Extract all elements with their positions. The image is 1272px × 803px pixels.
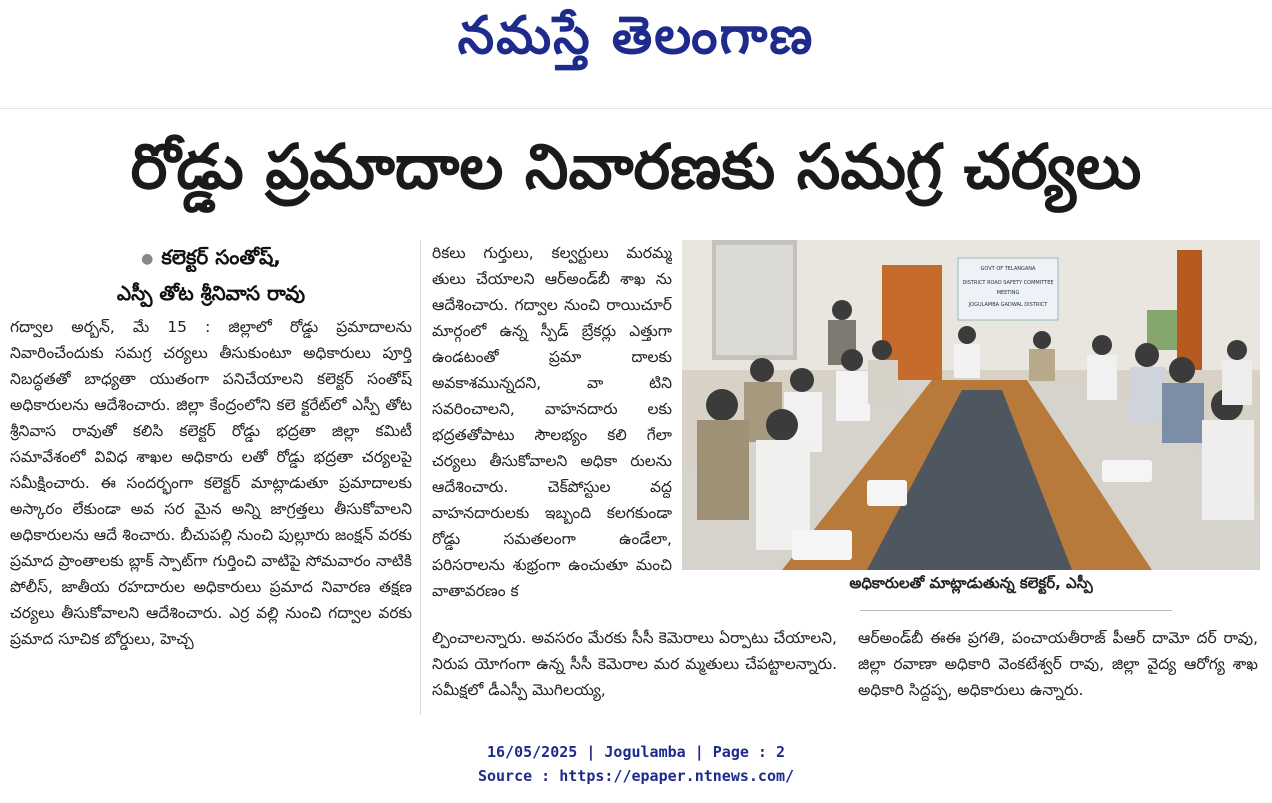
subhead-line-1: కలెక్టర్ సంతోష్,	[161, 245, 281, 269]
article-column-middle-bottom	[432, 625, 837, 720]
edition-info: 16/05/2025 | Jogulamba | Page : 2	[486, 743, 785, 761]
article-subhead	[10, 240, 412, 310]
banner-line-1: GOVT OF TELANGANA	[980, 266, 1036, 272]
article-body-middle-bottom: ల్పించాలన్నారు. అవసరం మేరకు సీసీ కెమెరాలు ఏర్పాటు చేయాలని, నిరుప యోగంగా ఉన్న సీసీ కెమెరాల మర మ్మతులు చేపట్టాలన్నారు. సమీక్షలో డీఎస్పీ మొగిలయ్య,	[432, 629, 837, 699]
banner-line-3: MEETING	[996, 290, 1020, 296]
page-footer	[0, 740, 1272, 788]
caption-divider	[860, 610, 1172, 611]
subhead-line-2: ఎస్పీ తోట శ్రీనివాస రావు	[116, 280, 306, 305]
banner-line-4: JOGULAMBA GADWAL DISTRICT	[968, 302, 1048, 308]
article-body-left: గద్వాల అర్బన్, మే 15 : జిల్లాలో రోడ్డు ప్రమాదాలను నివారించేందుకు సమగ్ర చర్యలు తీసుకుంటూ అధికారులు పూర్తి నిబద్ధతతో బాధ్యతా యుతంగా పనిచేయాలని కలెక్టర్ సంతోష్ అధికారులను ఆదేశించారు. జిల్లా కేంద్రంలోని కలె క్టరేట్‌లో ఎస్పీ తోట శ్రీనివాస రావుతో కలిసి కలెక్టర్ రోడ్డు భద్రతా జిల్లా కమిటీ సమావేశంలో వివిధ శాఖల అధికారు లతో రోడ్డు భద్రతా చర్యలపై సమీక్షించారు. ఈ సందర్భంగా కలెక్టర్ మాట్లాడుతూ ప్రమాదాలకు అస్కారం లేకుండా అవ సర మైన అన్ని జాగ్రత్తలు తీసుకోవాలని అధికారులను ఆదే శించారు. బీచుపల్లి నుంచి పుల్లూరు జంక్షన్ వరకు ప్రమాద ప్రాంతాలకు బ్లాక్ స్పాట్‌గా గుర్తించి వాటిపై సోమవారం నాటికి పోలీస్, జాతీయ రహదారుల అధికారులు ప్రమాద నివారణ తక్షణ చర్యలు తీసుకోవాలని ఆదేశించారు. ఎర్ర వల్లి నుంచి గద్వాల వరకు ప్రమాద సూచిక బోర్డులు, హెచ్చ	[10, 317, 412, 648]
article-column-right-bottom	[858, 625, 1258, 720]
source-link[interactable]: Source : https://epaper.ntnews.com/	[477, 767, 795, 785]
article-column-middle	[432, 240, 672, 625]
column-divider	[420, 240, 421, 715]
article-body-middle: రికలు గుర్తులు, కల్వర్టులు మరమ్మ తులు చేయాలని ఆర్అండ్‌బీ శాఖ ను ఆదేశించారు. గద్వాల నుంచి రాయిచూర్ మార్గంలో ఉన్న స్పీడ్ బ్రేకర్లు ఎత్తుగా ఉండటంతో ప్రమా దాలకు అవకాశమున్నదని, వా టిని సవరించాలని, వాహనదారు లకు భద్రతతోపాటు సౌలభ్యం కలి గేలా చర్యలు తీసుకోవాలని అధికా రులను ఆదేశించారు. చెక్‌పోస్టుల వద్ద వాహనదారులకు ఇబ్బంది కలగకుండా రోడ్డు సమతలంగా ఉండేలా, పరిసరాలను శుభ్రంగా ఉంచుతూ మంచి వాతావరణం క	[432, 244, 672, 600]
bullet-icon: ●	[141, 250, 154, 267]
article-body-right-bottom: ఆర్అండ్‌బీ ఈఈ ప్రగతి, పంచాయతీరాజ్ పీఆర్ దామో దర్ రావు, జిల్లా రవాణా అధికారి వెంకటేశ్వర్ రావు, జిల్లా వైద్య ఆరోగ్య శాఖ అధికారి సిద్దప్ప, అధికారులు ఉన్నారు.	[858, 629, 1258, 699]
article-column-left	[10, 240, 412, 720]
meeting-photo	[682, 240, 1260, 570]
photo-caption: అధికారులతో మాట్లాడుతున్న కలెక్టర్, ఎస్పీ	[849, 574, 1093, 592]
article-headline: రోడ్డు ప్రమాదాల నివారణకు సమగ్ర చర్యలు	[130, 130, 1142, 203]
banner-line-2: DISTRICT ROAD SAFETY COMMITTEE	[962, 280, 1054, 286]
masthead-divider	[0, 108, 1272, 109]
newspaper-masthead: నమస్తే తెలంగాణ	[457, 6, 815, 66]
